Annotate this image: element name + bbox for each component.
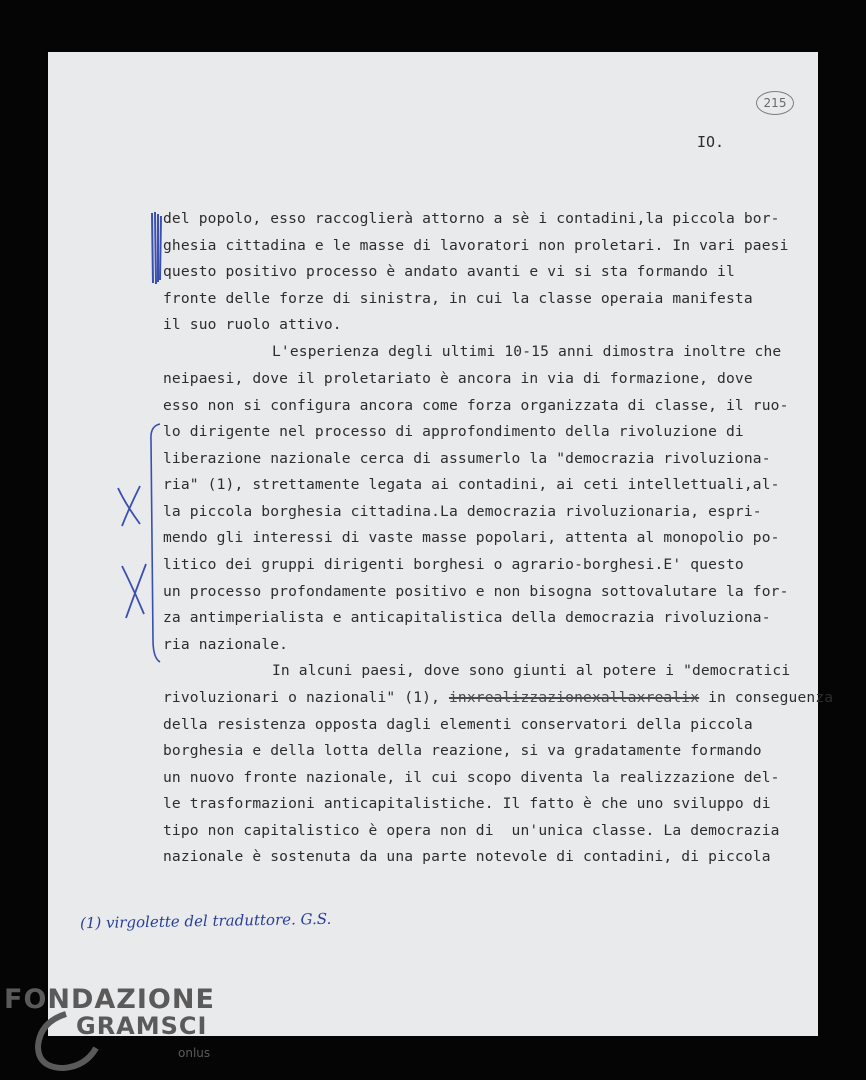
text-line: ria" (1), strettamente legata ai contadini, ai ceti intellettuali,al-	[163, 476, 780, 493]
text-line: la piccola borghesia cittadina.La democrazia rivoluzionaria, espri-	[163, 503, 762, 520]
watermark-subtitle: GRAMSCI	[76, 1012, 208, 1040]
text-line: il suo ruolo attivo.	[163, 316, 342, 333]
text-line: un processo profondamente positivo e non bisogna sottovalutare la for-	[163, 583, 789, 600]
text-line: liberazione nazionale cerca di assumerlo la "democrazia rivoluziona-	[163, 450, 771, 467]
watermark-title: FONDAZIONE	[4, 984, 215, 1015]
text-line: della resistenza opposta dagli elementi conservatori della piccola	[163, 716, 753, 733]
text-line: esso non si configura ancora come forza organizzata di classe, il ruo-	[163, 397, 789, 414]
text-line: litico dei gruppi dirigenti borghesi o agrario-borghesi.E' questo	[163, 556, 744, 573]
watermark-tagline: onlus	[178, 1046, 211, 1060]
text-line: nazionale è sostenuta da una parte notevole di contadini, di piccola	[163, 848, 771, 865]
text-line: lo dirigente nel processo di approfondimento della rivoluzione di	[163, 423, 744, 440]
text-line: mendo gli interessi di vaste masse popolari, attenta al monopolio po-	[163, 529, 780, 546]
text-line: ghesia cittadina e le masse di lavoratori non proletari. In vari paesi	[163, 237, 789, 254]
text-line: neipaesi, dove il proletariato è ancora in via di formazione, dove	[163, 370, 753, 387]
text-line: fronte delle forze di sinistra, in cui la classe operaia manifesta	[163, 290, 753, 307]
text-line: In alcuni paesi, dove sono giunti al potere i "democratici	[272, 662, 791, 679]
text-line: za antimperialista e anticapitalistica della democrazia rivoluziona-	[163, 609, 771, 626]
text-line: tipo non capitalistico è opera non di un'unica classe. La democrazia	[163, 822, 780, 839]
text-line: un nuovo fronte nazionale, il cui scopo diventa la realizzazione del-	[163, 769, 780, 786]
text-line: borghesia e della lotta della reazione, si va gradatamente formando	[163, 742, 762, 759]
text-line: del popolo, esso raccoglierà attorno a sè i contadini,la piccola bor-	[163, 210, 780, 227]
page-number: IO.	[697, 133, 725, 151]
struck-out-text: inxrealizzazionexallaxrealix	[448, 689, 700, 706]
text-line: L'esperienza degli ultimi 10-15 anni dimostra inoltre che	[272, 343, 782, 360]
text-line: le trasformazioni anticapitalistiche. Il fatto è che uno sviluppo di	[163, 795, 771, 812]
text-line: questo positivo processo è andato avanti e vi si sta formando il	[163, 263, 735, 280]
archive-number-stamp: 215	[756, 91, 794, 115]
text-segment: in conseguenza	[699, 689, 834, 706]
handwritten-footnote: (1) virgolette del traduttore. G.S.	[79, 909, 332, 933]
text-segment: rivoluzionari o nazionali" (1),	[163, 689, 449, 706]
text-line: ria nazionale.	[163, 636, 289, 653]
